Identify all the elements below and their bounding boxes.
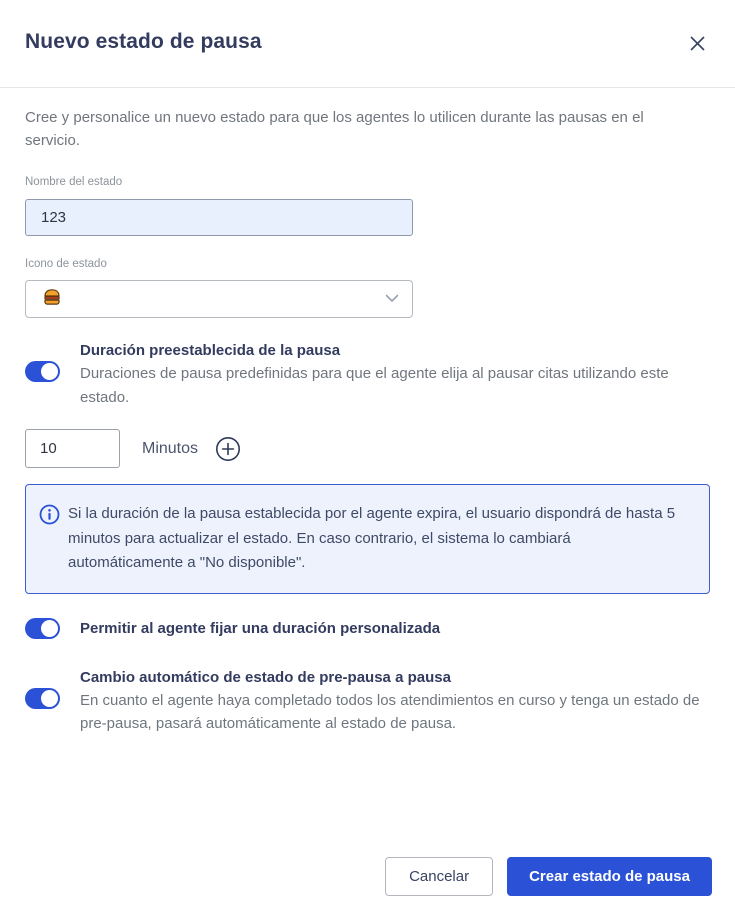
- state-icon-label: Icono de estado: [25, 258, 107, 270]
- auto-change-text: [80, 666, 710, 736]
- preset-duration-toggle[interactable]: [25, 361, 60, 382]
- modal-header: [0, 0, 735, 88]
- preset-duration-row: [25, 339, 710, 409]
- plus-circle-icon: [215, 450, 241, 465]
- info-box-text: Si la duración de la pausa establecida por el agente expira, el usuario dispondrá de hasta 5 minutos para actualizar el estado. En caso contrario, el sistema lo cambiará automáticamente a "No disponible".: [68, 505, 676, 571]
- info-icon: [39, 504, 60, 525]
- cancel-button[interactable]: Cancelar: [385, 857, 493, 896]
- preset-duration-title: Duración preestablecida de la pausa: [80, 342, 341, 359]
- minutes-input[interactable]: [25, 429, 120, 468]
- state-icon-select[interactable]: [25, 280, 413, 318]
- add-duration-button[interactable]: [215, 436, 241, 462]
- auto-change-toggle[interactable]: [25, 688, 60, 709]
- custom-duration-row: [25, 617, 710, 640]
- modal-footer: [0, 857, 735, 911]
- modal-content: [0, 88, 735, 857]
- custom-duration-text: [80, 617, 440, 640]
- preset-duration-description: Duraciones de pausa predefinidas para que el agente elija al pausar citas utilizando este estado.: [80, 365, 669, 406]
- create-pause-state-button[interactable]: Crear estado de pausa: [507, 857, 712, 896]
- page-title: Nuevo estado de pausa: [25, 30, 262, 53]
- close-icon: [689, 40, 706, 55]
- state-name-input[interactable]: [25, 199, 413, 236]
- preset-duration-text: [80, 339, 710, 409]
- hamburger-emoji-icon: [42, 287, 62, 312]
- info-box: [25, 484, 710, 594]
- minutes-row: [25, 429, 710, 468]
- custom-duration-toggle[interactable]: [25, 618, 60, 639]
- close-button[interactable]: [685, 31, 710, 56]
- intro-text: Cree y personalice un nuevo estado para que los agentes lo utilicen durante las pausas en el servicio.: [25, 109, 644, 149]
- auto-change-description: En cuanto el agente haya completado todos los atendimientos en curso y tenga un estado de pre-pausa, pasará automáticamente al estado de pausa.: [80, 691, 700, 732]
- custom-duration-title: Permitir al agente fijar una duración personalizada: [80, 619, 441, 637]
- chevron-down-icon: [385, 290, 399, 308]
- auto-change-row: [25, 666, 710, 736]
- minutes-label: Minutos: [142, 439, 199, 457]
- auto-change-title: Cambio automático de estado de pre-pausa a pausa: [80, 668, 451, 686]
- state-name-label: Nombre del estado: [25, 176, 123, 188]
